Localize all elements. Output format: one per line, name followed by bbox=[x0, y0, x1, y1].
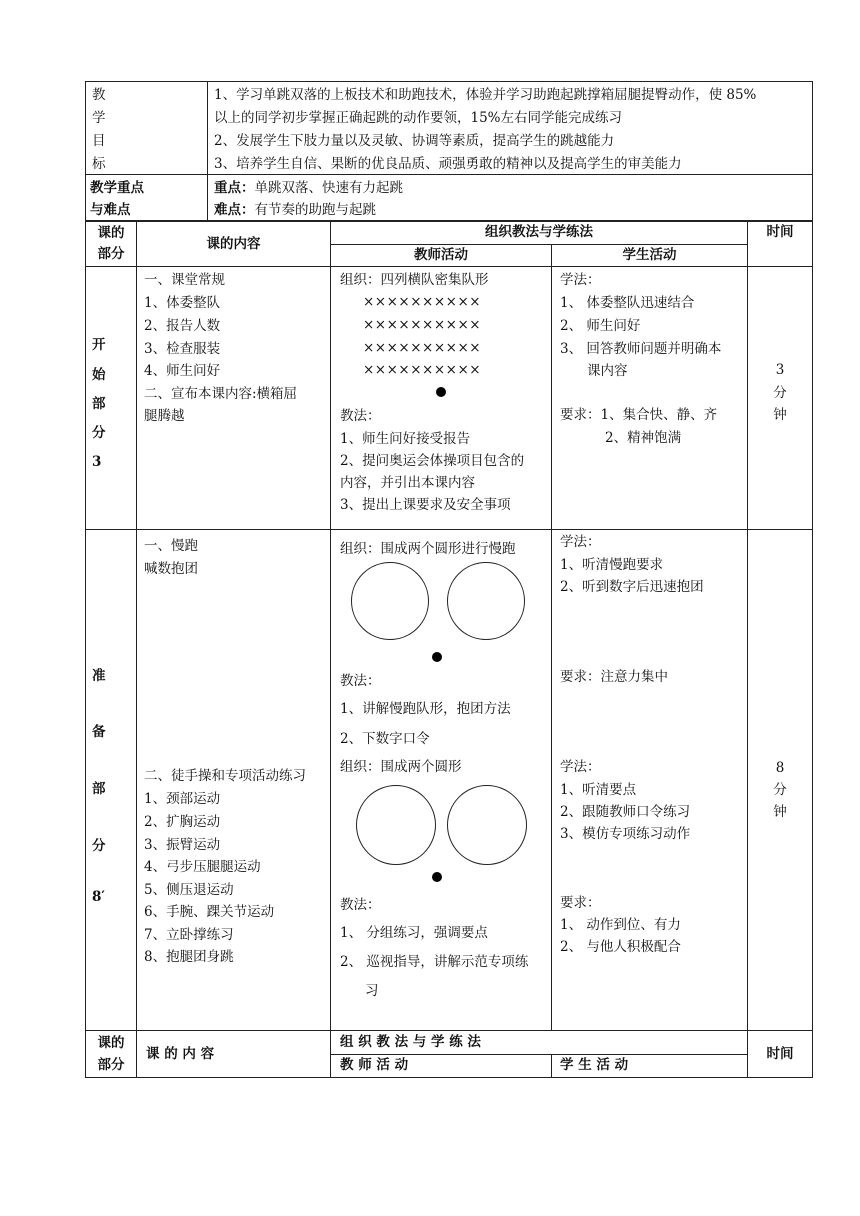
footer-header-time: 时间 bbox=[766, 1046, 794, 1062]
footer-header-part: 部分 bbox=[97, 1057, 125, 1073]
footer-header-content: 课 的 内 容 bbox=[146, 1046, 215, 1062]
header-teacher: 教师活动 bbox=[414, 247, 468, 263]
footer-header-teacher: 教 师 活 动 bbox=[340, 1057, 409, 1073]
formation-row: ×××××××××× bbox=[363, 294, 482, 310]
running-circle bbox=[447, 562, 525, 640]
running-circle bbox=[351, 562, 429, 640]
formation-row: ×××××××××× bbox=[363, 317, 482, 333]
formation-row: ×××××××××× bbox=[363, 340, 482, 356]
teacher-organization: 组织：四列横队密集队形 bbox=[340, 272, 489, 288]
exercise-circle bbox=[447, 785, 527, 865]
footer-header-org: 组 织 教 法 与 学 练 法 bbox=[340, 1034, 481, 1050]
footer-header-student: 学 生 活 动 bbox=[560, 1057, 629, 1073]
key-points-label: 与难点 bbox=[90, 202, 131, 218]
key-points-label: 教学重点 bbox=[90, 180, 144, 196]
objective-line: 1、学习单跳双落的上板技术和助跑技术，体验并学习助跑起跳撑箱屈腿提臀动作，使 85% bbox=[214, 87, 757, 103]
formation-row: ×××××××××× bbox=[363, 362, 482, 378]
teacher-organization: 组织：围成两个圆形 bbox=[340, 759, 462, 775]
header-student: 学生活动 bbox=[622, 247, 677, 263]
header-part: 课的 bbox=[97, 225, 125, 241]
exercise-circle bbox=[356, 785, 436, 865]
difficulty-row: 难点：有节奏的助跑与起跳 bbox=[214, 202, 376, 218]
objective-line: 以上的同学初步掌握正确起跳的动作要领，15%左右同学能完成练习 bbox=[214, 110, 623, 126]
teacher-position-dot bbox=[432, 652, 442, 662]
teacher-position-dot bbox=[436, 387, 446, 397]
objective-line: 3、培养学生自信、果断的优良品质、顽强勇敢的精神以及提高学生的审美能力 bbox=[214, 156, 682, 172]
objective-line: 2、发展学生下肢力量以及灵敏、协调等素质，提高学生的跳越能力 bbox=[214, 133, 615, 149]
header-time: 时间 bbox=[766, 224, 794, 240]
header-org: 组织教法与学练法 bbox=[485, 224, 593, 240]
footer-header-part: 课的 bbox=[97, 1035, 125, 1051]
header-content: 课的内容 bbox=[206, 236, 261, 252]
teacher-organization: 组织：围成两个圆形进行慢跑 bbox=[340, 541, 516, 557]
focus-row: 重点：单跳双落、快速有力起跳 bbox=[214, 180, 403, 196]
teacher-position-dot bbox=[432, 872, 442, 882]
header-part: 部分 bbox=[97, 246, 125, 262]
